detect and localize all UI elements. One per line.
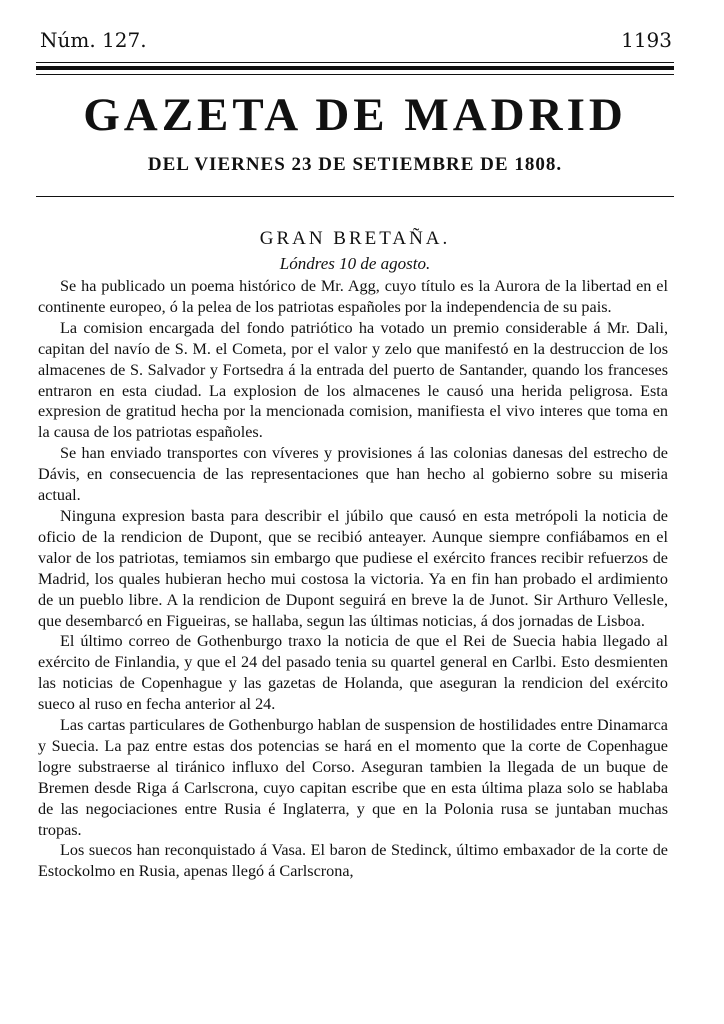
masthead-rule — [36, 196, 674, 197]
masthead-dateline: DEL VIERNES 23 DE SETIEMBRE DE 1808. — [147, 154, 563, 175]
paragraph: Las cartas particulares de Gothenburgo hablan de suspension de hostilidades entre Dinamarca y Suecia. La paz entre estas dos potencias se hará en el momento que la corte de Copenhague logre substraerse al tiránico influxo del Corso. Aseguran tambien la llegada de un buque de Bremen desde Riga á Carlscrona, cuyo capitan escribe que en esta última plaza solo se hablaba de las negociaciones entre Rusia é Inglaterra, y que en la Polonia rusa se juntaban muchas tropas. — [38, 716, 668, 839]
issue-number: Núm. 127. — [40, 28, 147, 52]
section-heading: GRAN BRETAÑA. — [259, 228, 451, 249]
page-number: 1193 — [621, 28, 672, 52]
paragraph: Los suecos han reconquistado á Vasa. El baron de Stedinck, último embaxador de la corte de Estockolmo en Rusia, apenas llegó á Carlscrona, — [38, 841, 668, 881]
paragraph: El último correo de Gothenburgo traxo la noticia de que el Rei de Suecia habia llegado al exército de Finlandia, y que el 24 del pasado tenia su quartel general en Carlbi. Esto desmienten las noticias de Copenhague y las gazetas de Holanda, que aseguran la rendicion del exército sueco al ruso en fecha anterior al 24. — [38, 632, 668, 714]
section-dateline: Lóndres 10 de agosto. — [279, 254, 431, 273]
paragraph: La comision encargada del fondo patriótico ha votado un premio considerable á Mr. Dali, capitan del navío de S. M. el Cometa, por el valor y zelo que manifestó en la destruccion de los almacenes de S. Salvador y Fortsedra á la entrada del puerto de Santander, quando los franceses entraron en esta ciudad. La explosion de los almacenes le causó una herida peligrosa. Esta expresion de gratitud hecha por la mencionada comision, manifiesta el vivo interes que toma en la causa de los patriotas españoles. — [38, 318, 668, 442]
masthead-title: GAZETA DE MADRID — [83, 89, 627, 141]
paragraph: Se han enviado transportes con víveres y provisiones á las colonias danesas del estrecho de Dávis, en consecuencia de las representaciones que han hecho al gobierno sobre su miseria actual. — [38, 444, 668, 505]
article-body — [38, 276, 668, 882]
paragraph: Ninguna expresion basta para describir el júbilo que causó en esta metrópoli la noticia de oficio de la rendicion de Dupont, que se recibió anteayer. Aunque siempre confiábamos en el valor de los patriotas, temiamos sin embargo que pudiese el exército frances recibir refuerzos de Madrid, los quales hubieran hecho mui costosa la victoria. Ya en fin han probado el ardimiento de un pueblo libre. A la rendicion de Dupont seguirá en breve la de Junot. Sir Arthuro Vellesle, que desembarcó en Figueiras, se hallaba, segun las últimas noticias, á dos jornadas de Lisboa. — [38, 506, 668, 630]
header-rule-top — [36, 62, 674, 63]
header-rule-bottom — [36, 74, 674, 75]
header-rule-thick — [36, 66, 674, 70]
paragraph: Se ha publicado un poema histórico de Mr. Agg, cuyo título es la Aurora de la libertad en el continente europeo, ó la pelea de los patriotas españoles por la independencia de su pais. — [38, 277, 668, 316]
